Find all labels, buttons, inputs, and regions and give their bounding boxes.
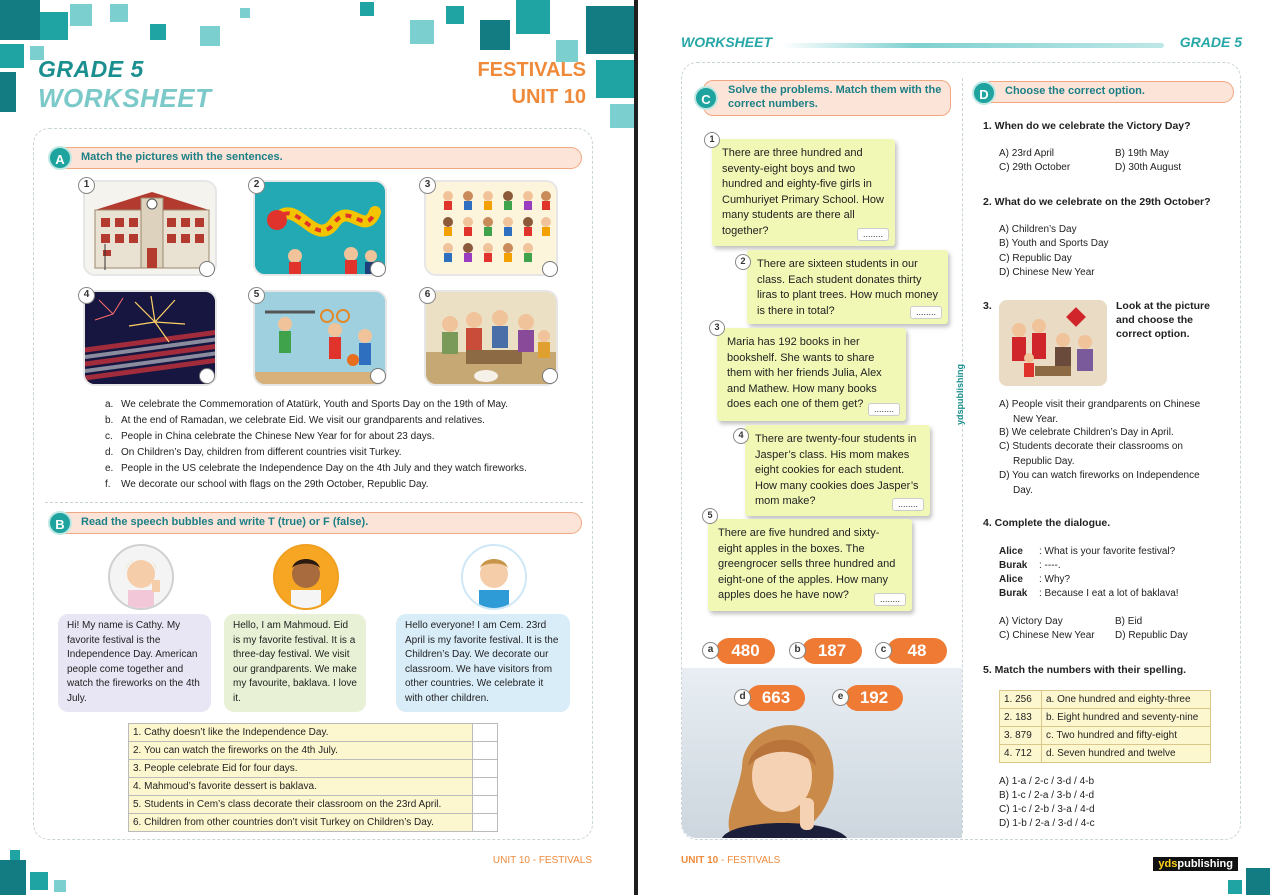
statement-text: 1. Cathy doesn’t like the Independence Day. [129, 724, 473, 742]
problem-1-number: 1 [704, 132, 720, 148]
table-row [1000, 691, 1211, 709]
picture-5-number: 5 [248, 287, 265, 304]
question-5-option-b[interactable]: B) 1-c / 2-a / 3-b / 4-d [999, 790, 1095, 801]
question-3-option-c[interactable]: C) Students decorate their classrooms on Republic Day. [999, 441, 1183, 467]
cem-portrait [463, 546, 525, 608]
section-c-instruction: Solve the problems. Match them with the correct numbers. [703, 80, 951, 116]
publisher-logo [1153, 857, 1238, 871]
section-a-badge: A [48, 146, 72, 170]
speech-bubble-mahmoud: Hello, I am Mahmoud. Eid is my favorite festival. It is a three-day festival. We visit our grandparents. We make my favourite, baklava. I love it. [224, 614, 366, 712]
dragon-dance-image [255, 182, 387, 276]
answer-b: 187 [802, 638, 862, 664]
section-b-badge: B [48, 511, 72, 535]
sentence-letter: f. [105, 479, 111, 490]
problem-text: Maria has 192 books in her bookshelf. She wants to share them with her friends Julia, Alex and Mathew. How many books does each one of them get? [727, 336, 882, 411]
question-3-title: Look at the picture and choose the correct option. [1116, 300, 1210, 340]
answer-b-letter: b [789, 642, 806, 659]
grade-title: GRADE 5 [38, 56, 144, 82]
sentence-text: We decorate our school with flags on the 29th October, Republic Day. [121, 479, 429, 490]
answer-a-letter: a [702, 642, 719, 659]
problem-3 [717, 328, 906, 421]
answer-cell[interactable] [473, 796, 498, 814]
answer-blank[interactable]: ........ [910, 306, 942, 319]
picture-3-children [424, 180, 558, 276]
table-row [129, 760, 498, 778]
answer-blank[interactable]: ........ [874, 593, 906, 606]
mahmoud-portrait [275, 546, 337, 608]
question-4-option-a[interactable]: A) Victory Day [999, 616, 1063, 627]
picture-3-answer-circle[interactable] [542, 261, 558, 277]
problem-text: There are twenty-four students in Jasper’s class. His mom makes eight cookies for each student. How many cookies does Jasper’s mom make? [755, 433, 919, 508]
answer-blank[interactable]: ........ [868, 403, 900, 416]
question-2-option-a[interactable]: A) Children’s Day [999, 224, 1077, 235]
section-d-badge: D [972, 81, 996, 105]
problem-2-number: 2 [735, 254, 751, 270]
picture-5-answer-circle[interactable] [370, 368, 386, 384]
question-4-option-c[interactable]: C) Chinese New Year [999, 630, 1095, 641]
sentence-text: We celebrate the Commemoration of Atatürk, Youth and Sports Day on the 19th of May. [121, 399, 509, 410]
question-2-title: 2. What do we celebrate on the 29th October? [983, 196, 1211, 208]
picture-2-answer-circle[interactable] [370, 261, 386, 277]
unit-title: UNIT 10 [511, 86, 586, 108]
grade-header: GRADE 5 [1179, 34, 1242, 50]
footer-topic: - FESTIVALS [718, 855, 781, 866]
speech-bubble-cem: Hello everyone! I am Cem. 23rd April is my favorite festival. It is the Children’s Day. We decorate our classroom. We have visitors from other countries. We celebrate it with other children. [396, 614, 570, 712]
problem-text: There are five hundred and sixty-eight apples in the boxes. The greengrocer sells three hundred and eight-one of the apples. How many apples does he have now? [718, 527, 896, 602]
answer-blank[interactable]: ........ [892, 498, 924, 511]
problem-4-number: 4 [733, 428, 749, 444]
picture-2-dragon [253, 180, 387, 276]
problem-5 [708, 519, 912, 611]
dialogue-line [999, 587, 1179, 602]
question-1-title: 1. When do we celebrate the Victory Day? [983, 120, 1191, 132]
sentence-item [105, 461, 585, 477]
problem-4 [745, 425, 930, 516]
sentence-item [105, 445, 585, 461]
picture-1-school [83, 180, 217, 276]
sentence-letter: d. [105, 447, 114, 458]
left-page [0, 0, 634, 895]
question-1-option-d[interactable]: D) 30th August [1115, 162, 1182, 173]
festivals-title: FESTIVALS [477, 59, 586, 81]
children-world-image [426, 182, 558, 276]
thinking-girl-photo [682, 668, 962, 838]
statement-text: 6. Children from other countries don’t visit Turkey on Children’s Day. [129, 814, 473, 832]
picture-3-number: 3 [419, 177, 436, 194]
cathy-portrait [110, 546, 172, 608]
table-row [1000, 709, 1211, 727]
dialogue-text: : Because I eat a lot of baklava! [1039, 588, 1179, 599]
school-image [85, 182, 217, 276]
footer-unit: UNIT 10 [681, 855, 719, 866]
number-cell: 4. 712 [1000, 745, 1042, 763]
question-5-option-a[interactable]: A) 1-a / 2-c / 3-d / 4-b [999, 776, 1095, 787]
question-2-option-b[interactable]: B) Youth and Sports Day [999, 238, 1109, 249]
answer-d: 663 [747, 685, 805, 711]
section-a-instruction: Match the pictures with the sentences. [56, 147, 582, 169]
answer-c: 48 [887, 638, 947, 664]
question-4-title: 4. Complete the dialogue. [983, 517, 1111, 529]
sentence-letter: e. [105, 463, 114, 474]
sentence-text: People in China celebrate the Chinese New Year for for about 23 days. [121, 431, 435, 442]
dialogue-speaker: Alice [999, 574, 1023, 585]
dialogue-line [999, 545, 1175, 560]
spelling-cell: a. One hundred and eighty-three [1042, 691, 1211, 709]
question-2-option-c[interactable]: C) Republic Day [999, 253, 1072, 264]
dialogue-speaker: Alice [999, 546, 1023, 557]
question-5-option-c[interactable]: C) 1-c / 2-b / 3-a / 4-d [999, 804, 1095, 815]
chinese-new-year-image [999, 300, 1107, 386]
sentence-letter: c. [105, 431, 113, 442]
number-cell: 3. 879 [1000, 727, 1042, 745]
dialogue-text: : ----. [1039, 560, 1061, 571]
dialogue-line [999, 559, 1061, 574]
thinking-girl-image [682, 668, 962, 838]
problem-text: There are sixteen students in our class. Each student donates thirty liras to plant trees. How much money is there in total? [757, 258, 938, 317]
question-1-option-a[interactable]: A) 23rd April [999, 148, 1055, 159]
answer-cell[interactable] [473, 778, 498, 796]
problem-1 [712, 139, 895, 246]
logo-yds: yds [1158, 858, 1178, 870]
table-row [1000, 745, 1211, 763]
table-row [129, 814, 498, 832]
sentence-item [105, 477, 585, 493]
spelling-cell: b. Eight hundred and seventy-nine [1042, 709, 1211, 727]
table-row [129, 796, 498, 814]
worksheet-header: WORKSHEET [681, 34, 772, 50]
picture-4-fireworks [83, 290, 217, 386]
dialogue-speaker: Burak [999, 588, 1028, 599]
fireworks-image [85, 292, 217, 386]
sentence-text: On Children’s Day, children from different countries visit Turkey. [121, 447, 402, 458]
statement-text: 5. Students in Cem’s class decorate their classroom on the 23rd April. [129, 796, 473, 814]
answer-e-letter: e [832, 689, 849, 706]
answer-e: 192 [845, 685, 903, 711]
sentence-text: People in the US celebrate the Independence Day on the 4th July and they watch fireworks. [121, 463, 527, 474]
problem-2 [747, 250, 948, 324]
section-c-badge: C [694, 86, 718, 110]
left-footer: UNIT 10 - FESTIVALS [492, 855, 592, 866]
table-row [129, 724, 498, 742]
sentence-text: At the end of Ramadan, we celebrate Eid. We visit our grandparents and relatives. [121, 415, 485, 426]
picture-5-sports [253, 290, 387, 386]
avatar-mahmoud [273, 544, 339, 610]
answer-cell[interactable] [473, 814, 498, 832]
statement-text: 2. You can watch the fireworks on the 4th July. [129, 742, 473, 760]
true-false-table [128, 723, 498, 832]
sentence-letter: a. [105, 399, 114, 410]
picture-1-number: 1 [78, 177, 95, 194]
question-5-title: 5. Match the numbers with their spelling. [983, 664, 1187, 676]
question-4-option-b[interactable]: B) Eid [1115, 616, 1143, 627]
problem-text: There are three hundred and seventy-eight boys and two hundred and eighty-five girls in Cumhuriyet Primary School. How many students are there all together? [722, 147, 884, 237]
answer-cell[interactable] [473, 760, 498, 778]
table-row [1000, 727, 1211, 745]
section-divider [45, 502, 583, 503]
answer-cell[interactable] [473, 742, 498, 760]
sentence-letter: b. [105, 415, 114, 426]
dialogue-text: : What is your favorite festival? [1039, 546, 1176, 557]
picture-6-number: 6 [419, 287, 436, 304]
number-cell: 1. 256 [1000, 691, 1042, 709]
question-5-option-d[interactable]: D) 1-b / 2-a / 3-d / 4-c [999, 818, 1095, 829]
picture-4-number: 4 [78, 287, 95, 304]
question-3-option-b[interactable]: B) We celebrate Children’s Day in April. [999, 427, 1174, 438]
question-3-option-a[interactable]: A) People visit their grandparents on Chinese New Year. [999, 399, 1201, 425]
table-row [129, 742, 498, 760]
column-divider [962, 78, 963, 833]
question-3-option-d[interactable]: D) You can watch fireworks on Independence Day. [999, 470, 1200, 496]
question-3-number: 3. [983, 300, 992, 312]
picture-1-answer-circle[interactable] [199, 261, 215, 277]
side-publisher-text: ydspublishing [955, 363, 965, 425]
problem-3-number: 3 [709, 320, 725, 336]
sentence-item [105, 397, 585, 413]
worksheet-title: WORKSHEET [38, 83, 212, 113]
avatar-cathy [108, 544, 174, 610]
chinese-new-year-picture [999, 300, 1107, 386]
question-1-option-b[interactable]: B) 19th May [1115, 148, 1169, 159]
section-b-instruction: Read the speech bubbles and write T (true) or F (false). [56, 512, 582, 534]
picture-6-family [424, 290, 558, 386]
number-spelling-table [999, 690, 1211, 763]
answer-cell[interactable] [473, 724, 498, 742]
answer-d-letter: d [734, 689, 751, 706]
statement-text: 4. Mahmoud’s favorite dessert is baklava. [129, 778, 473, 796]
answer-c-letter: c [875, 642, 892, 659]
picture-2-number: 2 [248, 177, 265, 194]
number-cell: 2. 183 [1000, 709, 1042, 727]
picture-4-answer-circle[interactable] [199, 368, 215, 384]
family-gathering-image [426, 292, 558, 386]
dialogue-speaker: Burak [999, 560, 1028, 571]
header-line [781, 43, 1164, 48]
section-d-instruction: Choose the correct option. [980, 81, 1234, 103]
question-1-option-c[interactable]: C) 29th October [999, 162, 1071, 173]
sentence-list [105, 397, 585, 493]
question-2-option-d[interactable]: D) Chinese New Year [999, 267, 1095, 278]
sports-day-image [255, 292, 387, 386]
speech-bubble-cathy: Hi! My name is Cathy. My favorite festival is the Independence Day. American people come together and watch the fireworks on the 4th July. [58, 614, 211, 712]
question-4-option-d[interactable]: D) Republic Day [1115, 630, 1188, 641]
right-footer [681, 855, 780, 866]
answer-a: 480 [716, 638, 775, 664]
sentence-item [105, 413, 585, 429]
logo-publishing: publishing [1177, 858, 1233, 870]
spelling-cell: c. Two hundred and fifty-eight [1042, 727, 1211, 745]
statement-text: 3. People celebrate Eid for four days. [129, 760, 473, 778]
problem-5-number: 5 [702, 508, 718, 524]
dialogue-line [999, 573, 1070, 588]
avatar-cem [461, 544, 527, 610]
spelling-cell: d. Seven hundred and twelve [1042, 745, 1211, 763]
sentence-item [105, 429, 585, 445]
answer-blank[interactable]: ........ [857, 228, 889, 241]
picture-6-answer-circle[interactable] [542, 368, 558, 384]
table-row [129, 778, 498, 796]
dialogue-text: : Why? [1039, 574, 1071, 585]
